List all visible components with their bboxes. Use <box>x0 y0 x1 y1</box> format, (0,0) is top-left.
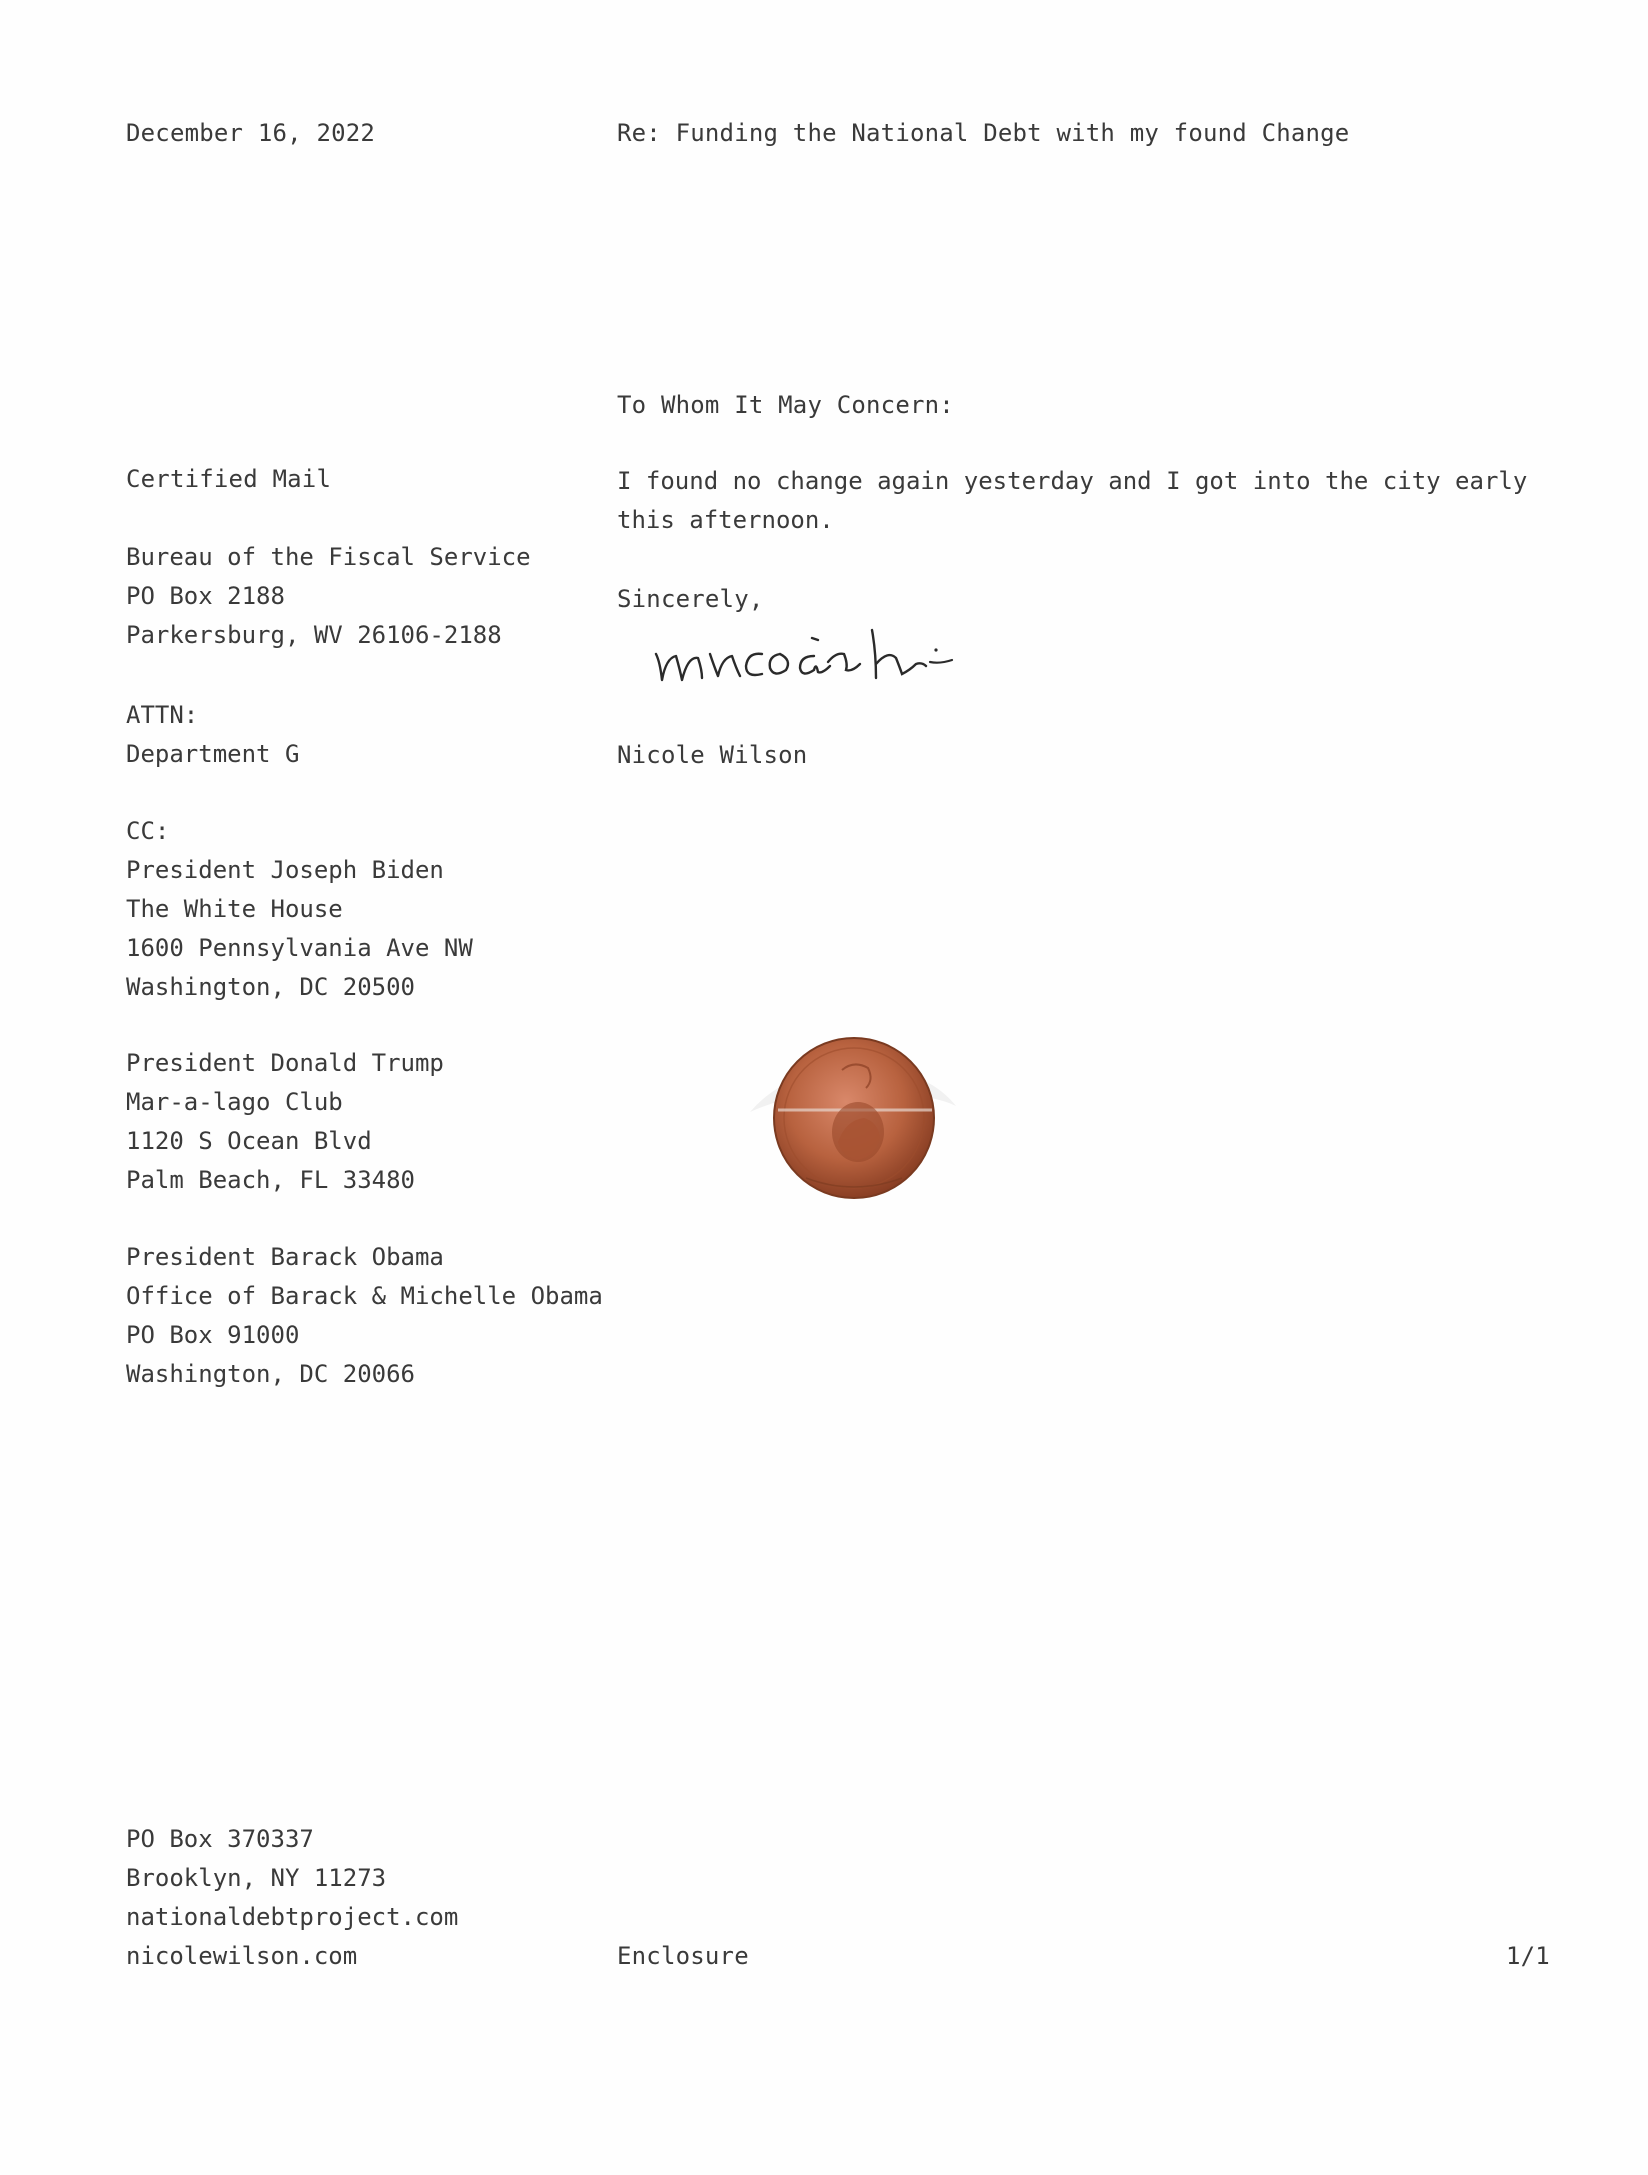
attn-label: ATTN: <box>126 701 199 729</box>
mail-type: Certified Mail <box>126 465 332 493</box>
address-line: President Barack Obama <box>126 1243 444 1271</box>
address-line: Bureau of the Fiscal Service <box>126 543 531 571</box>
address-line: 1600 Pennsylvania Ave NW <box>126 934 473 962</box>
address-line: PO Box 91000 <box>126 1321 300 1349</box>
cc-label: CC: <box>126 817 170 845</box>
signature-name: Nicole Wilson <box>617 741 808 769</box>
address-line: PO Box 2188 <box>126 582 285 610</box>
page-number: 1/1 <box>1506 1942 1550 1970</box>
address-line: Washington, DC 20500 <box>126 973 415 1001</box>
address-line: The White House <box>126 895 343 923</box>
sender-address <box>126 1820 458 1976</box>
address-line: 1120 S Ocean Blvd <box>126 1127 372 1155</box>
body-line: this afternoon. <box>617 506 834 534</box>
enclosure-label: Enclosure <box>617 1942 749 1970</box>
attn-department: Department G <box>126 740 300 768</box>
address-line: Palm Beach, FL 33480 <box>126 1166 415 1194</box>
address-line: Mar-a-lago Club <box>126 1088 343 1116</box>
body-line: I found no change again yesterday and I got into the city early <box>617 467 1528 495</box>
address-line: Washington, DC 20066 <box>126 1360 415 1388</box>
address-line: Brooklyn, NY 11273 <box>126 1864 387 1892</box>
website-link[interactable]: nicolewilson.com <box>126 1942 358 1970</box>
recipient-address <box>126 538 531 655</box>
address-line: PO Box 370337 <box>126 1825 314 1853</box>
cc-obama <box>126 1238 603 1394</box>
salutation: To Whom It May Concern: <box>617 391 954 419</box>
penny-coin-icon <box>746 1030 960 1200</box>
handwritten-signature <box>640 608 1010 708</box>
address-line: Office of Barack & Michelle Obama <box>126 1282 603 1310</box>
cc-biden <box>126 812 473 1007</box>
address-line: Parkersburg, WV 26106-2188 <box>126 621 502 649</box>
attention <box>126 696 299 774</box>
cc-trump <box>126 1044 444 1200</box>
letter-subject: Re: Funding the National Debt with my found Change <box>617 119 1350 147</box>
letter-body <box>617 462 1527 540</box>
address-line: President Joseph Biden <box>126 856 444 884</box>
closing: Sincerely, <box>617 585 764 613</box>
letter-date: December 16, 2022 <box>126 119 376 147</box>
address-line: President Donald Trump <box>126 1049 444 1077</box>
website-link[interactable]: nationaldebtproject.com <box>126 1903 459 1931</box>
